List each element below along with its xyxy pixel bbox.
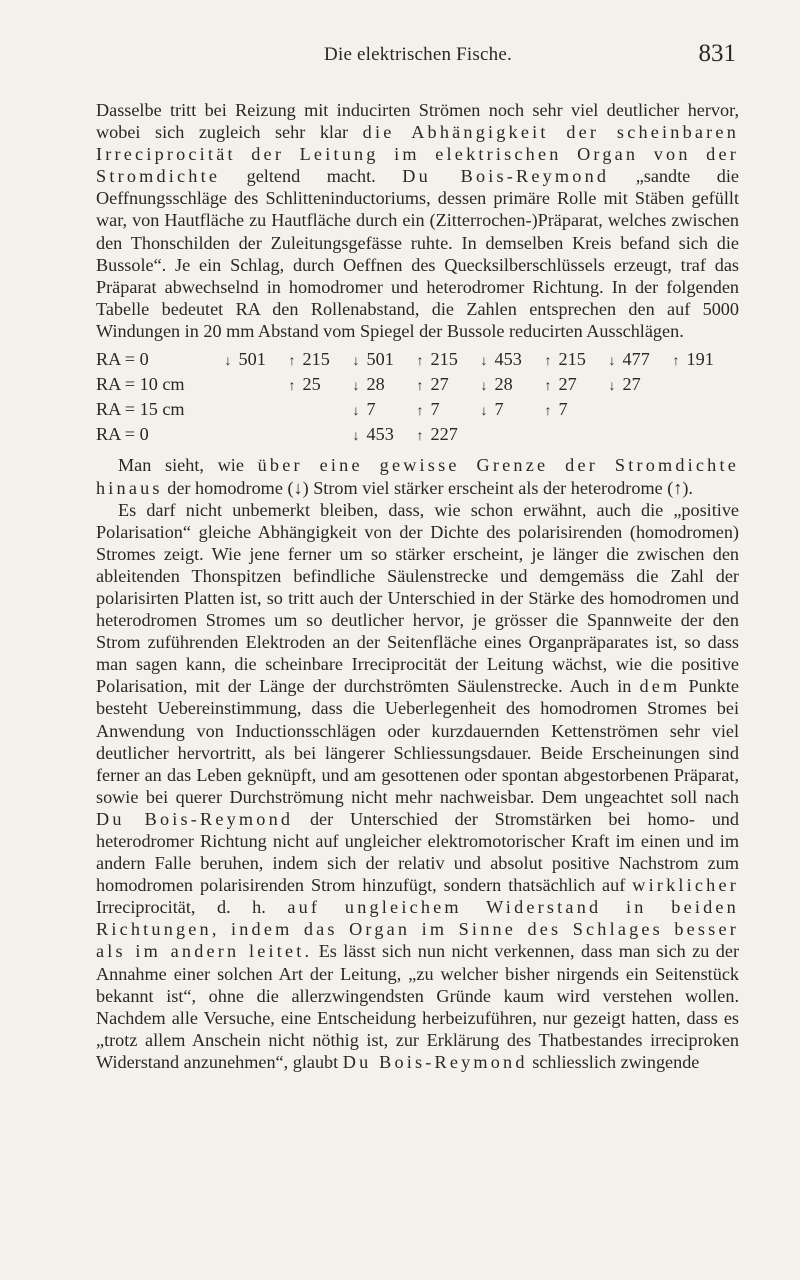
arrow-down-icon: ↓	[480, 404, 488, 420]
table-cell	[542, 348, 606, 373]
arrow-down-icon: ↓	[352, 429, 360, 445]
table-row	[96, 423, 734, 448]
arrow-down-icon: ↓	[224, 354, 232, 370]
cell-value: 7	[366, 399, 376, 420]
table-cell	[222, 423, 286, 448]
cell-value: 27	[558, 374, 577, 395]
table-cell	[414, 423, 478, 448]
table-cell	[414, 398, 478, 423]
cell-value: 227	[430, 424, 458, 445]
table-cell	[286, 398, 350, 423]
table-row	[96, 348, 734, 373]
cell-value: 27	[622, 374, 641, 395]
heterodrome-symbol: ↑	[673, 477, 683, 498]
cell-value: 501	[366, 349, 394, 370]
table-cell	[414, 373, 478, 398]
row-label: RA = 10 cm	[96, 374, 185, 395]
table-cell	[542, 373, 606, 398]
author-name: Du Bois-Reymond	[342, 1051, 528, 1072]
arrow-up-icon: ↑	[288, 354, 296, 370]
table-cell	[222, 348, 286, 373]
cell-value: 28	[366, 374, 385, 395]
arrow-up-icon: ↑	[416, 379, 424, 395]
cell-value: 191	[686, 349, 714, 370]
page-header	[100, 40, 736, 80]
paragraph-3: Es darf nicht unbemerkt bleiben, dass, wie schon erwähnt, auch die „positive Polarisation“ gleiche Abhängigkeit von der Dichte des polarisirenden (homodromen) Stromes zeigt. Wie jene ferner um so stärker erscheint, je länger die zwischen den ableitenden Thonspitzen befindliche Säulenstrecke und demgemäss die Zahl der polarisirten Platten ist, so tritt auch der Unterschied in der Stärke des homodromen und heterodromen Stromes um so deutlicher hervor, je grösser die Spannweite der den Strom zuführenden Elektroden an der Seitenfläche eines Organpräparates ist, so dass man sagen kann, die scheinbare Irreciprocität der Leitung wächst, wie die positive Polarisation, mit der Länge der durchströmten Säulenstrecke. Auch in dem Punkte besteht Uebereinstimmung, dass die Ueberlegenheit des homodromen Stromes bei Anwendung von Inductionsschlägen oder kurzdauernden Kettenströmen sehr viel deutlicher hervortritt, als bei längerer Schliessungsdauer. Beide Erscheinungen sind ferner an das Leben geknüpft, und am gesottenen oder spontan abgestorbenen Präparat, sowie bei querer Durchströmung nicht mehr nachweisbar. Dem ungeachtet soll nach Du Bois-Reymond der Unterschied der Stromstärken bei homo- und heterodromer Richtung nicht auf ungleicher elektromotorischer Kraft im einen und im andern Falle beruhen, indem sich der relativ und absolut positive Nachstrom zum homodromen polarisirenden Strom hinzufügt, sondern thatsächlich auf wirklicher Irreciprocität, d. h. auf ungleichem Widerstand in beiden Richtungen, indem das Organ im Sinne des Schlages besser als im andern leitet. Es lässt sich nun nicht verkennen, dass man sich zu der Annahme einer solchen Art der Leitung, „zu welcher bisher nirgends ein Seitenstück bekannt ist“, ohne die allerzwingendsten Gründe kaum wird verstehen wollen. Nachdem alle Versuche, eine Entscheidung herbeizuführen, nur gezeigt hatten, dass es „trotz allem Anschein nicht nöthig ist, zur Erklärung des Thatbestandes irreciproken Widerstand anzunehmen“, glaubt Du Bois-Reymond schliesslich zwingende	[96, 499, 739, 1072]
arrow-up-icon: ↑	[416, 429, 424, 445]
table-row	[96, 373, 734, 398]
arrow-down-icon: ↓	[480, 354, 488, 370]
cell-value: 28	[494, 374, 513, 395]
table-cell	[478, 423, 542, 448]
table-cell	[670, 373, 734, 398]
table-cell	[350, 398, 414, 423]
cell-value: 453	[494, 349, 522, 370]
table-cell	[350, 423, 414, 448]
arrow-up-icon: ↑	[672, 354, 680, 370]
emphasis-text: dem	[639, 676, 681, 697]
table-cell	[350, 348, 414, 373]
page-body	[96, 99, 739, 1073]
table-cell	[670, 398, 734, 423]
table-cell	[286, 373, 350, 398]
emphasis-text: über eine gewisse Grenze der Stromdichte hinaus	[96, 455, 739, 498]
cell-value: 215	[302, 349, 330, 370]
table-cell	[606, 348, 670, 373]
table-cell	[478, 348, 542, 373]
running-title: Die elektrischen Fische.	[324, 44, 512, 65]
paragraph-1: Dasselbe tritt bei Reizung mit inducirten Strömen noch sehr viel deutlicher hervor, wobei sich zugleich sehr klar die Abhängigkeit der scheinbaren Irreciprocität der Leitung im elektrischen Organ von der Stromdichte geltend macht. Du Bois-Reymond „sandte die Oeffnungsschläge des Schlitteninductoriums, dessen primäre Rolle mit Stäben gefüllt war, von Hautfläche zu Hautfläche durch ein (Zitterrochen-)Präparat, welches zwischen den Thonschilden der Zuleitungsgefässe ruhte. In demselben Kreis befand sich die Bussole“. Je ein Schlag, durch Oeffnen des Quecksilberschlüssels erzeugt, traf das Präparat abwechselnd in homodromer und heterodromer Richtung. In der folgenden Tabelle bedeutet RA den Rollenabstand, die Zahlen entsprechen den auf 5000 Windungen in 20 mm Abstand vom Spiegel der Bussole reducirten Ausschlägen.	[96, 100, 739, 341]
arrow-up-icon: ↑	[288, 379, 296, 395]
arrow-down-icon: ↓	[608, 379, 616, 395]
table-cell	[286, 423, 350, 448]
cell-value: 477	[622, 349, 650, 370]
arrow-up-icon: ↑	[544, 354, 552, 370]
table-cell	[542, 423, 606, 448]
row-label: RA = 0	[96, 349, 149, 370]
cell-value: 215	[430, 349, 458, 370]
table-cell	[670, 423, 734, 448]
cell-value: 215	[558, 349, 586, 370]
cell-value: 25	[302, 374, 321, 395]
homodrome-symbol: ↓	[293, 477, 303, 498]
cell-value: 7	[494, 399, 504, 420]
cell-value: 27	[430, 374, 449, 395]
emphasis-text: wirklicher	[632, 875, 739, 896]
row-label: RA = 0	[96, 424, 149, 445]
table-cell	[478, 373, 542, 398]
table-cell	[606, 423, 670, 448]
arrow-up-icon: ↑	[544, 404, 552, 420]
table-cell	[542, 398, 606, 423]
table-cell	[414, 348, 478, 373]
cell-value: 7	[430, 399, 440, 420]
table-row	[96, 398, 734, 423]
arrow-down-icon: ↓	[608, 354, 616, 370]
arrow-down-icon: ↓	[352, 404, 360, 420]
arrow-up-icon: ↑	[416, 354, 424, 370]
arrow-down-icon: ↓	[352, 354, 360, 370]
table-cell	[222, 373, 286, 398]
paragraph-2: Man sieht, wie über eine gewisse Grenze der Stromdichte hinaus der homodrome (↓) Strom viel stärker erscheint als der heterodrome (↑).	[96, 455, 739, 498]
cell-value: 501	[238, 349, 266, 370]
arrow-up-icon: ↑	[416, 404, 424, 420]
table-cell	[286, 348, 350, 373]
table-cell	[350, 373, 414, 398]
emphasis-text: die Abhängigkeit der scheinbaren Irreciprocität der Leitung im elektrischen Organ von der Stromdichte	[96, 122, 739, 187]
table-cell	[478, 398, 542, 423]
arrow-down-icon: ↓	[352, 379, 360, 395]
data-table	[96, 348, 734, 448]
author-name: Du Bois-Reymond	[96, 808, 294, 829]
row-label: RA = 15 cm	[96, 399, 185, 420]
arrow-up-icon: ↑	[544, 379, 552, 395]
page-number: 831	[698, 40, 736, 67]
table-cell	[670, 348, 734, 373]
emphasis-text: auf ungleichem Widerstand in beiden Richtungen, indem das Organ im Sinne des Schlages besser als im andern leitet.	[96, 897, 739, 962]
cell-value: 453	[366, 424, 394, 445]
table-cell	[222, 398, 286, 423]
cell-value: 7	[558, 399, 568, 420]
arrow-down-icon: ↓	[480, 379, 488, 395]
author-name: Du Bois-Reymond	[402, 166, 610, 187]
table-cell	[606, 373, 670, 398]
table-cell	[606, 398, 670, 423]
